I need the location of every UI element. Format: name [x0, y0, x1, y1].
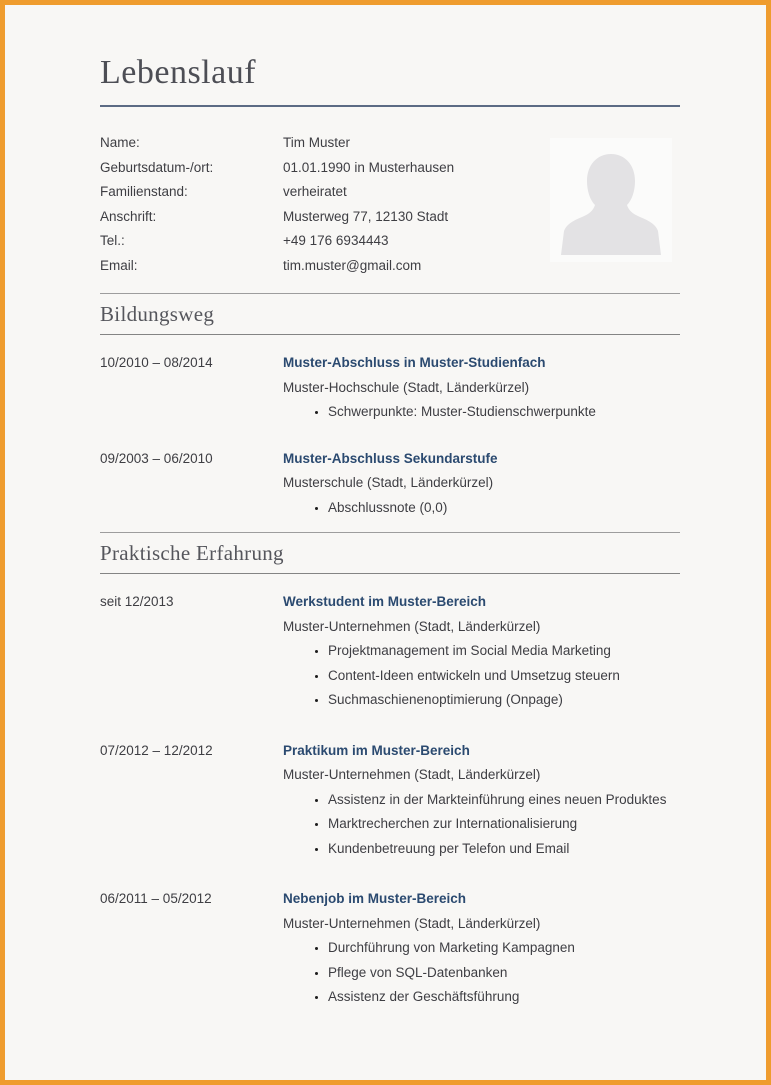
info-value: 01.01.1990 in Musterhausen: [283, 159, 455, 175]
entry-title: Muster-Abschluss in Muster-Studienfach: [283, 355, 546, 370]
experience-entry: [100, 590, 680, 713]
personal-info-table: [100, 131, 550, 278]
entry-title: Werkstudent im Muster-Bereich: [283, 594, 487, 609]
info-value: Tim Muster: [283, 135, 350, 150]
info-row-name: [100, 131, 550, 156]
entry-bullet: • Durchführung von Marketing Kampagnen: [328, 936, 680, 961]
page-title: Lebenslauf: [100, 54, 257, 91]
info-row-email: [100, 254, 550, 279]
entry-body: [283, 739, 680, 862]
entry-date: seit 12/2013: [100, 594, 174, 609]
entry-bullet: • Content-Ideen entwickeln und Umsetzug steuern: [328, 664, 680, 689]
entry-body: [283, 887, 680, 1010]
entry-date: 09/2003 – 06/2010: [100, 450, 213, 466]
profile-photo-placeholder: [550, 138, 672, 262]
entry-date: 06/2011 – 05/2012: [100, 891, 212, 906]
entry-bullet: • Abschlussnote (0,0): [328, 496, 680, 521]
entry-bullet-list: [283, 639, 680, 713]
entry-date: 10/2010 – 08/2014: [100, 355, 213, 370]
entry-bullet: • Suchmaschienenoptimierung (Onpage): [328, 688, 680, 713]
info-label: Familienstand:: [100, 184, 188, 199]
section-experience: [100, 532, 680, 1010]
entry-title: Praktikum im Muster-Bereich: [283, 742, 470, 758]
entry-organization: Muster-Unternehmen (Stadt, Länderkürzel): [283, 767, 541, 782]
section-heading: Bildungsweg: [100, 302, 215, 326]
info-label: Anschrift:: [100, 208, 157, 224]
entry-bullet: • Kundenbetreuung per Telefon und Email: [328, 837, 680, 862]
person-silhouette-icon: [550, 249, 672, 262]
info-value: Musterweg 77, 12130 Stadt: [283, 208, 449, 224]
entry-bullet-list: [283, 496, 680, 521]
entry-bullet: • Pflege von SQL-Datenbanken: [328, 961, 680, 986]
entry-body: [283, 447, 680, 521]
entry-bullet-list: [283, 400, 680, 425]
experience-entry: [100, 739, 680, 862]
section-header-experience: [100, 532, 680, 574]
entry-bullet-list: [283, 788, 680, 862]
section-entries-education: [100, 335, 680, 520]
info-label: Tel.:: [100, 233, 125, 248]
info-label: Geburtsdatum-/ort:: [100, 159, 214, 175]
info-value: +49 176 6934443: [283, 233, 389, 248]
entry-bullet: • Marktrecherchen zur Internationalisierung: [328, 812, 680, 837]
info-value: tim.muster@gmail.com: [283, 257, 422, 273]
section-education: [100, 293, 680, 520]
entry-title: Nebenjob im Muster-Bereich: [283, 891, 467, 906]
info-value: verheiratet: [283, 184, 347, 199]
entry-bullet: • Assistenz in der Markteinführung eines neuen Produktes: [328, 788, 680, 813]
entry-bullet: • Schwerpunkte: Muster-Studienschwerpunkte: [328, 400, 680, 425]
entry-bullet-list: [283, 936, 680, 1010]
education-entry: [100, 447, 680, 521]
entry-organization: Muster-Unternehmen (Stadt, Länderkürzel): [283, 915, 541, 931]
experience-entry: [100, 887, 680, 1010]
education-entry: [100, 351, 680, 425]
entry-bullet: • Projektmanagement im Social Media Marketing: [328, 639, 680, 664]
entry-organization: Muster-Hochschule (Stadt, Länderkürzel): [283, 379, 530, 395]
info-row-phone: [100, 229, 550, 254]
section-header-education: [100, 293, 680, 335]
entry-date: 07/2012 – 12/2012: [100, 742, 213, 758]
info-label: Name:: [100, 135, 140, 150]
info-row-birth: [100, 156, 550, 181]
section-entries-experience: [100, 574, 680, 1010]
entry-organization: Muster-Unternehmen (Stadt, Länderkürzel): [283, 618, 541, 634]
title-divider: [100, 105, 680, 107]
entry-title: Muster-Abschluss Sekundarstufe: [283, 450, 498, 466]
cv-content: [5, 53, 766, 1010]
section-heading: Praktische Erfahrung: [100, 541, 284, 565]
entry-body: [283, 590, 680, 713]
info-label: Email:: [100, 257, 138, 273]
info-row-marital-status: [100, 180, 550, 205]
entry-bullet: • Assistenz der Geschäftsführung: [328, 985, 680, 1010]
entry-body: [283, 351, 680, 425]
personal-info-section: [100, 131, 680, 278]
entry-organization: Musterschule (Stadt, Länderkürzel): [283, 475, 494, 490]
info-row-address: [100, 205, 550, 230]
